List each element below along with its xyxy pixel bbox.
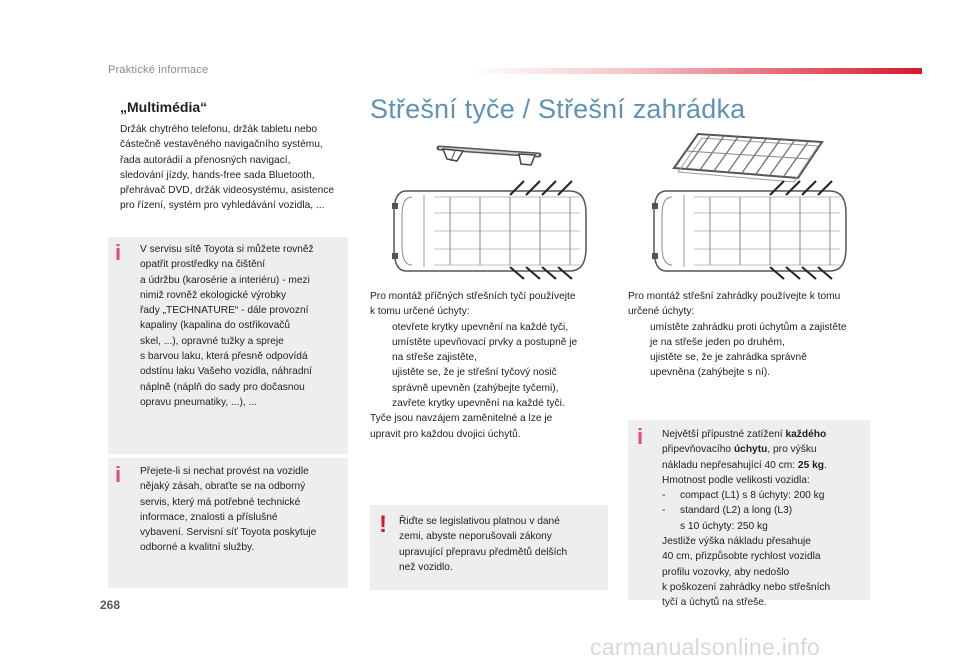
roof-bar-illustration — [435, 135, 545, 175]
roof-bars-intro: Pro montáž příčných střešních tyčí používejte k tomu určené úchyty: — [370, 291, 576, 318]
list-item: zavřete krytky upevnění na každé tyči. — [392, 398, 565, 410]
list-item: umístěte zahrádku proti úchytům a zajistěte je na střeše jeden po druhém, — [650, 321, 847, 348]
info-icon: i — [115, 240, 122, 265]
roof-rack-instructions — [628, 289, 873, 381]
roof-bars-outro: Tyče jsou navzájem zaměnitelné a lze je upravit pro každou dvojici úchytů. — [370, 413, 553, 440]
header-red-bar — [470, 68, 922, 74]
multimedia-title: „Multimédia“ — [120, 99, 208, 115]
info-icon: i — [637, 424, 644, 449]
roof-bars-instructions — [370, 289, 610, 442]
roof-rack-illustration — [668, 128, 828, 183]
info-box-load-text: Největší přípustné zatížení každého připevňovacího úchytu, pro výšku nákladu nepřesahující 40 cm: 25 kg. Hmotnost podle velikosti vozidla: - compact (L1) s 8 úchyty: 200 kg - standard (L2) a long (L3) s 10 úchyty: 250 kg Jestliže výška nákladu přesahuje 40 cm, přizpůsobte rychlost vozidla profilu vozovky, aby nedošlo k poškození zahrádky nebo střešních tyčí a úchytů na střeše. — [662, 429, 831, 609]
list-item: umístěte upevňovací prvky a postupně je na střeše zajistěte, — [392, 336, 578, 364]
list-item: ujistěte se, že je zahrádka správně upevněna (zahýbejte s ní). — [650, 352, 807, 379]
info-icon: i — [115, 462, 122, 487]
van-top-view-roof-rack — [650, 183, 850, 278]
main-title: Střešní tyče / Střešní zahrádka — [370, 94, 746, 124]
info-box-load-limits — [628, 420, 870, 609]
info-box-service-text: Přejete-li si nechat provést na vozidle nějaký zásah, obraťte se na odborný servis, který má potřebné technické informace, znalosti a příslušné vybavení. Servisní síť Toyota poskytuje odborné a kvalitní služby. — [140, 466, 317, 554]
watermark: carmanualsonline.info — [590, 634, 821, 660]
page-number: 268 — [100, 598, 121, 612]
multimedia-text: Držák chytrého telefonu, držák tabletu nebo částečně vestavěného navigačního systému, řada autorádií a přenosných navigací, sledování jízdy, hands-free sada Bluetooth, přehrávač DVD, držák videosystému, asistence pro řízení, systém pro vyhledávání vozidla, ... — [120, 124, 335, 212]
roof-rack-intro: Pro montáž střešní zahrádky používejte k tomu určené úchyty: — [628, 291, 841, 318]
header-section-title: Praktické informace — [108, 64, 209, 76]
info-box-service — [108, 458, 348, 588]
roof-bars-steps — [370, 320, 610, 412]
roof-rack-steps — [628, 320, 873, 381]
warning-icon: ! — [379, 511, 387, 538]
info-box-cleaning-text: V servisu sítě Toyota si můžete rovněž opatřit prostředky na čištění a údržbu (karosérie a interiéru) - mezi nimiž rovněž ekologické výrobky řady „TECHNATURE“ - dále provozní kapaliny (kapalina do ostřikovačů skel, ...), opravné tužky a spreje s barvou laku, která přesně odpovídá odstínu laku Vašeho vozidla, náhradní náplně (náplň do sady pro dočasnou opravu pneumatiky, ...), ... — [140, 244, 314, 408]
list-item: ujistěte se, že je střešní tyčový nosič správně upevněn (zahýbejte tyčemi), — [392, 367, 559, 394]
warning-box-legislation — [370, 505, 608, 590]
info-box-cleaning — [108, 237, 348, 454]
list-item: otevřete krytky upevnění na každé tyči, — [392, 321, 569, 333]
van-top-view-roof-bars — [390, 183, 590, 278]
warning-box-text: Řiďte se legislativou platnou v dané zemi, abyste neporušovali zákony upravující přepravu předmětů delších než vozidlo. — [399, 516, 568, 573]
